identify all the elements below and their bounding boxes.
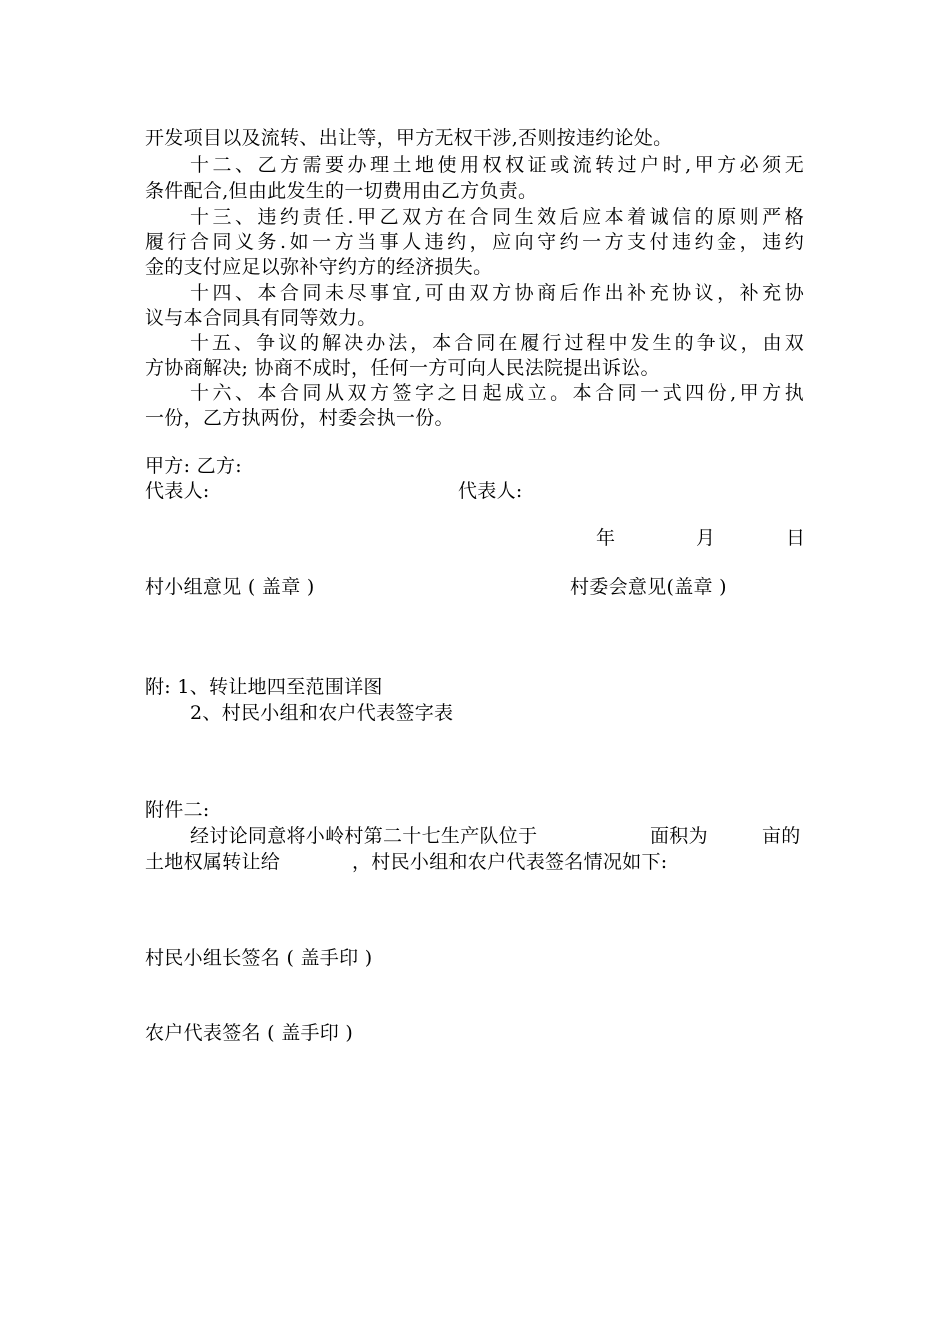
date-day: 日 (786, 527, 806, 549)
clause-11-tail: 开发项目以及流转、出让等，甲方无权干涉,否则按违约论处。 (145, 127, 673, 149)
attachment-2-line-1-c: 亩的 (762, 825, 801, 847)
clause-13-line-1: 十三、违约责任.甲乙双方在合同生效后应本着诚信的原则严格 (190, 206, 804, 228)
attachment-2-title: 附件二: (145, 799, 210, 821)
village-committee-opinion: 村委会意见(盖章 ) (570, 576, 727, 598)
clause-15-line-2: 方协商解决; 协商不成时，任何一方可向人民法院提出诉讼。 (145, 357, 660, 379)
appendix-item-2: 2、村民小组和农户代表签字表 (190, 702, 454, 724)
parties-label: 甲方: 乙方: (145, 455, 242, 477)
clause-15-line-1: 十五、争议的解决办法，本合同在履行过程中发生的争议，由双 (190, 332, 804, 354)
date-month: 月 (696, 527, 716, 549)
group-leader-signature-label: 村民小组长签名 ( 盖手印 ) (145, 947, 373, 969)
clause-14-line-2: 议与本合同具有同等效力。 (145, 307, 377, 329)
clause-14-line-1: 十四、本合同未尽事宜,可由双方协商后作出补充协议，补充协 (190, 282, 804, 304)
clause-16-line-2: 一份，乙方执两份，村委会执一份。 (145, 407, 454, 429)
clause-12-line-2: 条件配合,但由此发生的一切费用由乙方负责。 (145, 180, 538, 202)
clause-16-line-1: 十六、本合同从双方签字之日起成立。本合同一式四份,甲方执 (190, 382, 804, 404)
clause-13-line-2: 履行合同义务.如一方当事人违约，应向守约一方支付违约金，违约 (145, 231, 804, 253)
appendix-item-1: 附: 1、转让地四至范围详图 (145, 676, 383, 698)
clause-12-line-1: 十二、乙方需要办理土地使用权权证或流转过户时,甲方必须无 (190, 154, 804, 176)
date-year: 年 (596, 527, 616, 549)
representative-b-label: 代表人: (458, 480, 523, 502)
attachment-2-line-2-a: 土地权属转让给 (145, 851, 281, 873)
attachment-2-line-1-b: 面积为 (650, 825, 708, 847)
village-group-opinion: 村小组意见 ( 盖章 ) (145, 576, 315, 598)
attachment-2-line-1-a: 经讨论同意将小岭村第二十七生产队位于 (190, 825, 538, 847)
representative-a-label: 代表人: (145, 480, 210, 502)
attachment-2-line-2-b: ，村民小组和农户代表签名情况如下: (352, 851, 668, 873)
clause-13-line-3: 金的支付应足以弥补守约方的经济损失。 (145, 256, 493, 278)
farmer-representative-signature-label: 农户代表签名 ( 盖手印 ) (145, 1022, 354, 1044)
